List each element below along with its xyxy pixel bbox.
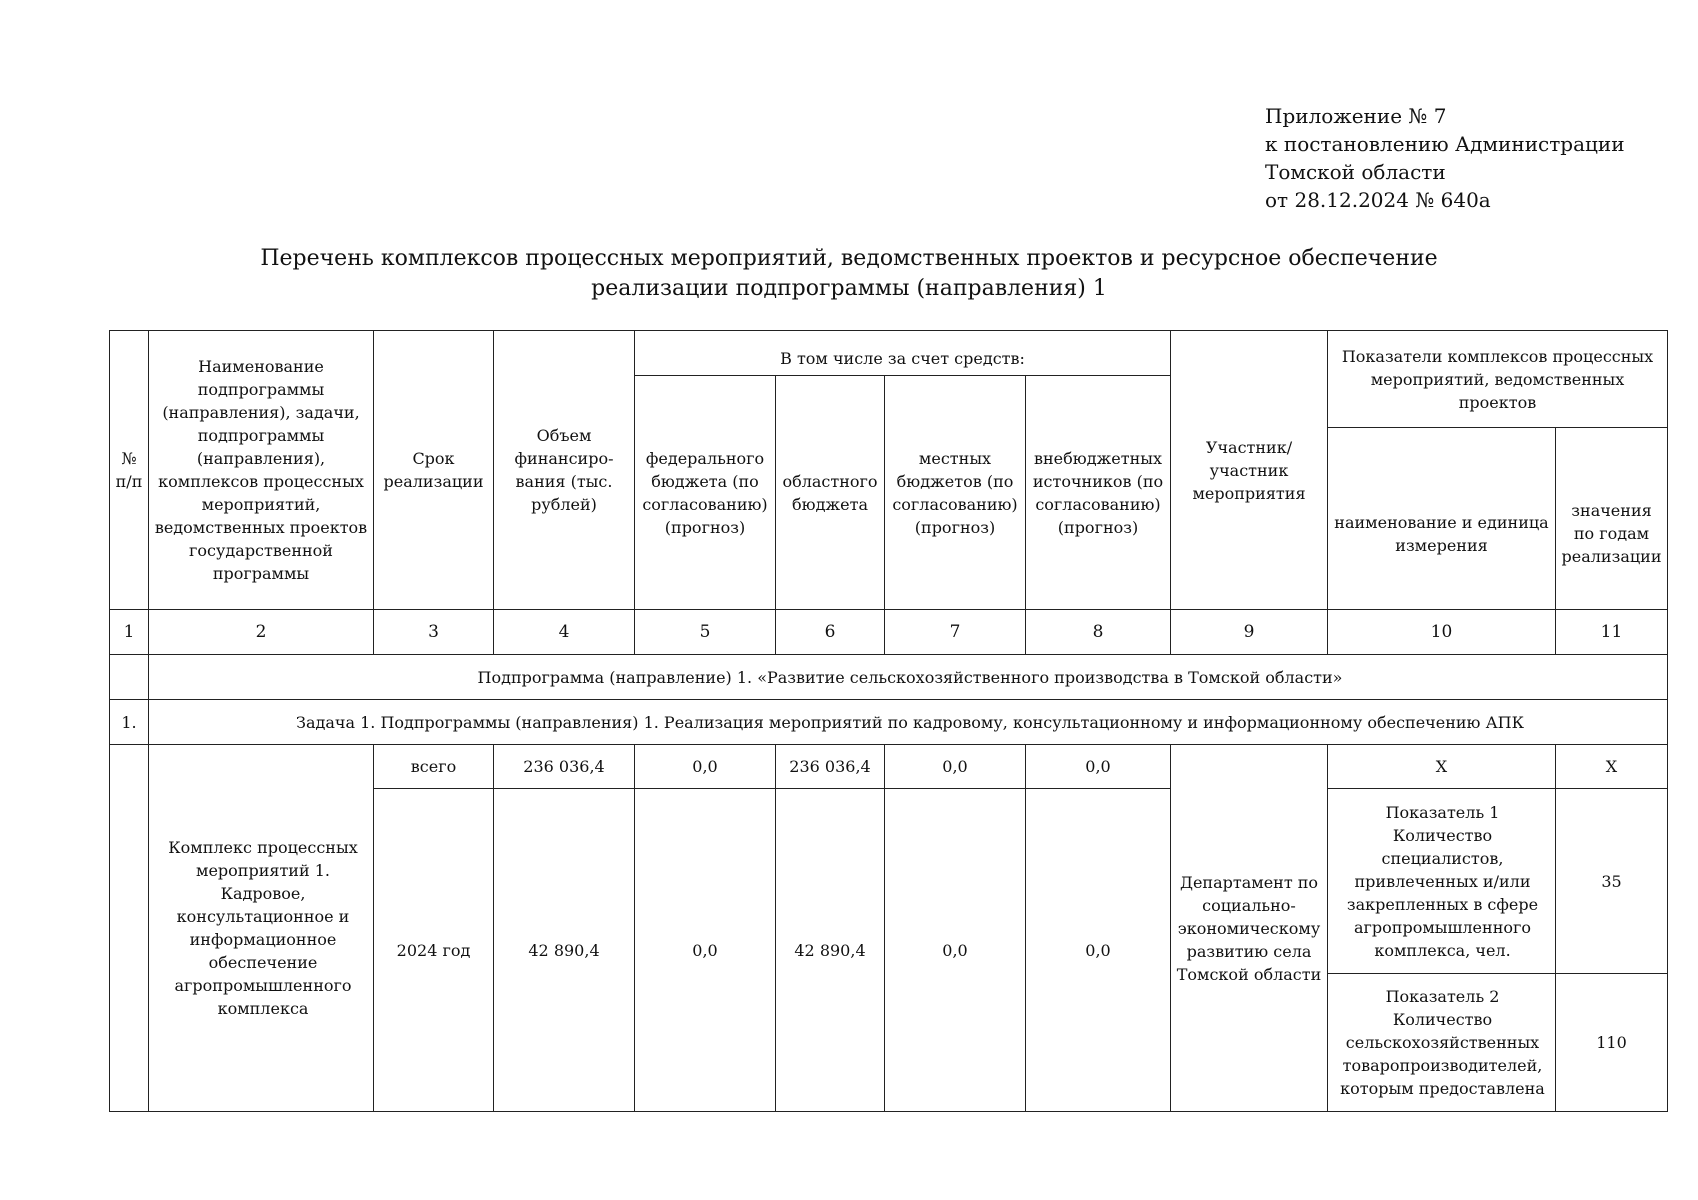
column-number: 2 xyxy=(149,610,374,655)
indicator-2-name: Показатель 2 Количество сельскохозяйственных товаропроизводителей, которым предоставлена xyxy=(1328,974,1556,1112)
indicator-1-value: 35 xyxy=(1556,789,1668,974)
total-regional: 236 036,4 xyxy=(776,745,885,789)
header-name: Наименование подпрограммы (направления), задачи, подпрограммы (направления), комплексов процессных мероприятий, ведомственных проектов государственной программы xyxy=(149,331,374,610)
subprogram-row xyxy=(110,655,1668,700)
header-period: Срок реализации xyxy=(374,331,494,610)
total-volume: 236 036,4 xyxy=(494,745,635,789)
column-numbers-row xyxy=(110,610,1668,655)
appendix-line: Приложение № 7 xyxy=(1265,104,1447,128)
task-row xyxy=(110,700,1668,745)
complex-participant: Департамент по социально-экономическому развитию села Томской области xyxy=(1171,745,1328,1112)
header-extrabudget: внебюджетных источников (по согласованию) (прогноз) xyxy=(1026,376,1171,610)
document-title xyxy=(200,244,1498,304)
year-volume: 42 890,4 xyxy=(494,789,635,1112)
task-title: Задача 1. Подпрограммы (направления) 1. Реализация мероприятий по кадровому, консультационному и информационному обеспечению АПК xyxy=(149,700,1668,745)
year-federal: 0,0 xyxy=(635,789,776,1112)
indicator-1-name: Показатель 1 Количество специалистов, привлеченных и/или закрепленных в сфере агропромышленного комплекса, чел. xyxy=(1328,789,1556,974)
column-number: 11 xyxy=(1556,610,1668,655)
complex-num-cell xyxy=(110,745,149,1112)
column-number: 9 xyxy=(1171,610,1328,655)
header-num: № п/п xyxy=(110,331,149,610)
task-num: 1. xyxy=(110,700,149,745)
column-number: 7 xyxy=(885,610,1026,655)
column-number: 3 xyxy=(374,610,494,655)
total-indicator-value: Х xyxy=(1556,745,1668,789)
header-volume: Объем финансиро-вания (тыс. рублей) xyxy=(494,331,635,610)
header-federal: федерального бюджета (по согласованию) (прогноз) xyxy=(635,376,776,610)
header-indicator-name: наименование и единица измерения xyxy=(1328,428,1556,610)
column-number: 5 xyxy=(635,610,776,655)
header-indicator-values: значения по годам реализации xyxy=(1556,428,1668,610)
year-regional: 42 890,4 xyxy=(776,789,885,1112)
total-federal: 0,0 xyxy=(635,745,776,789)
header-indicators: Показатели комплексов процессных мероприятий, ведомственных проектов xyxy=(1328,331,1668,428)
column-number: 4 xyxy=(494,610,635,655)
header-regional: областного бюджета xyxy=(776,376,885,610)
total-period: всего xyxy=(374,745,494,789)
appendix-line: от 28.12.2024 № 640а xyxy=(1265,188,1491,212)
column-number: 10 xyxy=(1328,610,1556,655)
header-including: В том числе за счет средств: xyxy=(635,331,1171,376)
total-indicator-name: Х xyxy=(1328,745,1556,789)
complex-total-row xyxy=(110,745,1668,789)
column-number: 8 xyxy=(1026,610,1171,655)
title-line: Перечень комплексов процессных мероприятий, ведомственных проектов и ресурсное обеспечение xyxy=(260,246,1438,271)
appendix-header xyxy=(1265,102,1625,214)
appendix-line: Томской области xyxy=(1265,160,1446,184)
total-extrabudget: 0,0 xyxy=(1026,745,1171,789)
header-local: местных бюджетов (по согласованию) (прогноз) xyxy=(885,376,1026,610)
year-extrabudget: 0,0 xyxy=(1026,789,1171,1112)
appendix-line: к постановлению Администрации xyxy=(1265,132,1625,156)
complex-name: Комплекс процессных мероприятий 1. Кадровое, консультационное и информационное обеспечение агропромышленного комплекса xyxy=(149,745,374,1112)
subprogram-num-cell xyxy=(110,655,149,700)
total-local: 0,0 xyxy=(885,745,1026,789)
title-line: реализации подпрограммы (направления) 1 xyxy=(591,276,1107,301)
indicator-2-value: 110 xyxy=(1556,974,1668,1112)
header-participant: Участник/ участник мероприятия xyxy=(1171,331,1328,610)
resource-table xyxy=(109,330,1668,1112)
year-local: 0,0 xyxy=(885,789,1026,1112)
year-period: 2024 год xyxy=(374,789,494,1112)
column-number: 1 xyxy=(110,610,149,655)
column-number: 6 xyxy=(776,610,885,655)
subprogram-title: Подпрограмма (направление) 1. «Развитие сельскохозяйственного производства в Томской области» xyxy=(149,655,1668,700)
